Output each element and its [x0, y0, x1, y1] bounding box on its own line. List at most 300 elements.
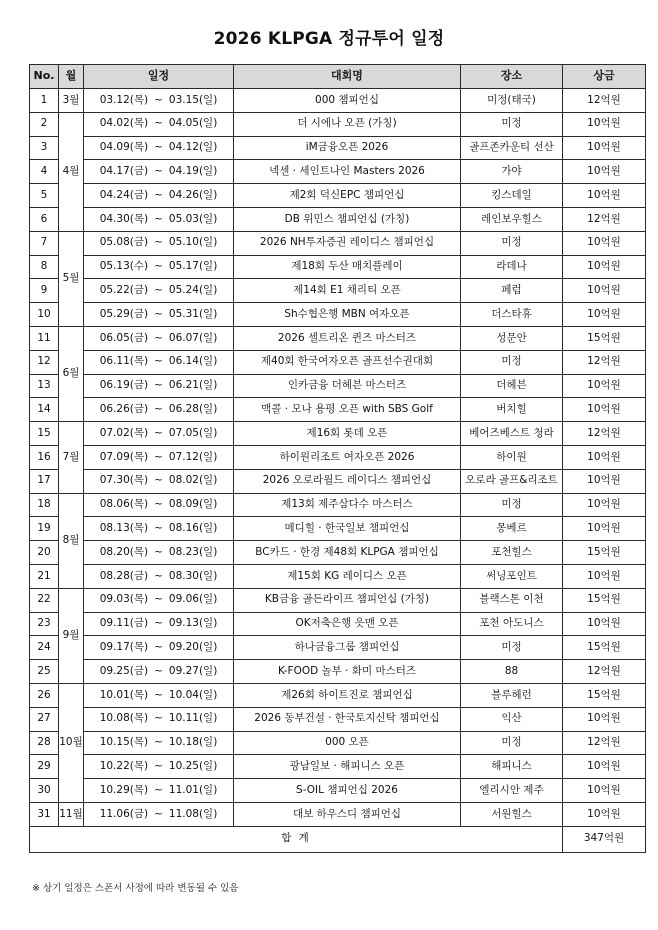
table-row — [30, 326, 646, 350]
row-number: 14 — [30, 398, 59, 422]
prize: 15억원 — [563, 636, 646, 660]
tournament-name: 000 챔피언십 — [234, 89, 461, 113]
start-date: 10.22(목) — [99, 759, 149, 772]
tournament-name: 광남일보 · 해피니스 오픈 — [234, 755, 461, 779]
prize: 15억원 — [563, 326, 646, 350]
date-range — [84, 279, 234, 303]
row-number: 12 — [30, 350, 59, 374]
table-row — [30, 445, 646, 469]
start-date: 06.11(목) — [99, 355, 149, 368]
table-row — [30, 350, 646, 374]
schedule-table — [29, 64, 646, 853]
end-date: 11.01(일) — [168, 783, 218, 796]
month-cell: 6월 — [59, 326, 84, 421]
month-cell: 4월 — [59, 112, 84, 231]
row-number: 17 — [30, 469, 59, 493]
venue: 오로라 골프&리조트 — [461, 469, 563, 493]
month-cell: 8월 — [59, 493, 84, 588]
table-row — [30, 707, 646, 731]
row-number: 22 — [30, 588, 59, 612]
date-separator: ~ — [154, 284, 163, 296]
row-number: 18 — [30, 493, 59, 517]
prize: 10억원 — [563, 303, 646, 327]
venue: 엘리시안 제주 — [461, 779, 563, 803]
table-row — [30, 231, 646, 255]
row-number: 29 — [30, 755, 59, 779]
date-separator: ~ — [154, 426, 163, 439]
start-date: 05.08(금) — [99, 236, 149, 249]
prize: 15억원 — [563, 683, 646, 707]
end-date: 06.21(일) — [168, 379, 218, 392]
end-date: 10.25(일) — [168, 759, 218, 772]
date-range — [84, 231, 234, 255]
venue: 킹스데일 — [461, 184, 563, 208]
date-separator: ~ — [154, 379, 163, 392]
row-number: 25 — [30, 660, 59, 684]
tournament-name: 하나금융그룹 챔피언십 — [234, 636, 461, 660]
date-separator: ~ — [154, 617, 163, 630]
tournament-name: 2026 오로라월드 레이디스 챔피언십 — [234, 469, 461, 493]
table-row — [30, 731, 646, 755]
prize: 10억원 — [563, 707, 646, 731]
tournament-name: DB 위민스 챔피언십 (가칭) — [234, 207, 461, 231]
date-separator: ~ — [154, 569, 163, 582]
prize: 12억원 — [563, 660, 646, 684]
prize: 12억원 — [563, 89, 646, 113]
venue: 몽베르 — [461, 517, 563, 541]
date-range — [84, 160, 234, 184]
prize: 10억원 — [563, 517, 646, 541]
date-separator: ~ — [154, 93, 163, 106]
start-date: 09.25(금) — [99, 664, 149, 677]
table-row — [30, 469, 646, 493]
row-number: 26 — [30, 683, 59, 707]
date-range — [84, 469, 234, 493]
date-separator: ~ — [154, 450, 163, 463]
tournament-name: 제15회 KG 레이디스 오픈 — [234, 564, 461, 588]
prize: 10억원 — [563, 612, 646, 636]
row-number: 31 — [30, 802, 59, 826]
prize: 10억원 — [563, 374, 646, 398]
table-row — [30, 303, 646, 327]
schedule-body — [30, 89, 646, 827]
venue: 라데나 — [461, 255, 563, 279]
table-row — [30, 136, 646, 160]
month-cell: 11월 — [59, 802, 84, 826]
tournament-name: 제2회 덕신EPC 챔피언십 — [234, 184, 461, 208]
end-date: 09.06(일) — [168, 593, 218, 606]
date-separator: ~ — [154, 141, 163, 154]
end-date: 08.02(일) — [168, 474, 218, 487]
prize: 10억원 — [563, 231, 646, 255]
date-separator: ~ — [154, 545, 163, 558]
row-number: 28 — [30, 731, 59, 755]
end-date: 04.05(일) — [168, 117, 218, 130]
end-date: 07.05(일) — [168, 426, 218, 439]
end-date: 06.28(일) — [168, 402, 218, 415]
end-date: 08.30(일) — [168, 569, 218, 582]
end-date: 05.03(일) — [168, 212, 218, 225]
table-row — [30, 279, 646, 303]
prize: 10억원 — [563, 493, 646, 517]
end-date: 08.23(일) — [168, 545, 218, 558]
date-separator: ~ — [154, 664, 163, 677]
row-number: 21 — [30, 564, 59, 588]
header-no: No. — [30, 65, 59, 89]
date-separator: ~ — [154, 236, 163, 249]
tournament-name: 넥센 · 세인트나인 Masters 2026 — [234, 160, 461, 184]
date-range — [84, 564, 234, 588]
row-number: 7 — [30, 231, 59, 255]
tournament-name: 제26회 하이트진로 챔피언십 — [234, 683, 461, 707]
tournament-name: 제40회 한국여자오픈 골프선수권대회 — [234, 350, 461, 374]
venue: 페럼 — [461, 279, 563, 303]
date-separator: ~ — [154, 260, 163, 273]
start-date: 11.06(금) — [99, 807, 149, 820]
prize: 10억원 — [563, 136, 646, 160]
end-date: 06.14(일) — [168, 355, 218, 368]
end-date: 05.24(일) — [168, 284, 218, 296]
tournament-name: 인카금융 더헤븐 마스터즈 — [234, 374, 461, 398]
start-date: 06.05(금) — [99, 331, 149, 344]
start-date: 04.02(목) — [99, 117, 149, 130]
venue: 미정 — [461, 231, 563, 255]
tournament-name: 메디힐 · 한국일보 챔피언십 — [234, 517, 461, 541]
prize: 10억원 — [563, 445, 646, 469]
table-row — [30, 493, 646, 517]
date-separator: ~ — [154, 331, 163, 344]
tournament-name: 제16회 롯데 오픈 — [234, 422, 461, 446]
prize: 10억원 — [563, 255, 646, 279]
prize: 15억원 — [563, 588, 646, 612]
prize: 10억원 — [563, 112, 646, 136]
date-range — [84, 207, 234, 231]
row-number: 23 — [30, 612, 59, 636]
date-separator: ~ — [154, 474, 163, 487]
start-date: 04.24(금) — [99, 188, 149, 201]
date-separator: ~ — [154, 712, 163, 725]
venue: 써닝포인트 — [461, 564, 563, 588]
tournament-name: BC카드 · 한경 제48회 KLPGA 챔피언십 — [234, 541, 461, 565]
date-range — [84, 683, 234, 707]
date-range — [84, 612, 234, 636]
venue: 88 — [461, 660, 563, 684]
footnote: ※ 상기 일정은 스폰서 사정에 따라 변동될 수 있음 — [32, 883, 239, 894]
table-row — [30, 374, 646, 398]
tournament-name: 제14회 E1 채리티 오픈 — [234, 279, 461, 303]
table-row — [30, 779, 646, 803]
row-number: 16 — [30, 445, 59, 469]
end-date: 10.04(일) — [168, 688, 218, 701]
date-range — [84, 350, 234, 374]
venue: 미정 — [461, 636, 563, 660]
header-venue: 장소 — [461, 65, 563, 89]
date-range — [84, 541, 234, 565]
date-range — [84, 255, 234, 279]
start-date: 09.11(금) — [99, 617, 149, 630]
date-range — [84, 731, 234, 755]
prize: 12억원 — [563, 731, 646, 755]
table-header-row — [30, 65, 646, 89]
start-date: 06.26(금) — [99, 402, 149, 415]
tournament-name: K-FOOD 놀부 · 화미 마스터즈 — [234, 660, 461, 684]
start-date: 04.09(목) — [99, 141, 149, 154]
end-date: 09.20(일) — [168, 640, 218, 653]
prize: 12억원 — [563, 207, 646, 231]
date-separator: ~ — [154, 759, 163, 772]
venue: 골프존카운티 선산 — [461, 136, 563, 160]
header-prize: 상금 — [563, 65, 646, 89]
start-date: 07.30(목) — [99, 474, 149, 487]
date-separator: ~ — [154, 521, 163, 534]
tournament-name: 2026 동부건설 · 한국토지신탁 챔피언십 — [234, 707, 461, 731]
date-range — [84, 422, 234, 446]
date-range — [84, 398, 234, 422]
row-number: 19 — [30, 517, 59, 541]
start-date: 09.03(목) — [99, 593, 149, 606]
date-separator: ~ — [154, 498, 163, 511]
table-row — [30, 564, 646, 588]
tournament-name: 제13회 제주삼다수 마스터스 — [234, 493, 461, 517]
date-separator: ~ — [154, 355, 163, 368]
table-row — [30, 398, 646, 422]
total-label: 합 계 — [30, 826, 563, 852]
venue: 가야 — [461, 160, 563, 184]
table-row — [30, 255, 646, 279]
venue: 미정 — [461, 350, 563, 374]
date-separator: ~ — [154, 402, 163, 415]
end-date: 06.07(일) — [168, 331, 218, 344]
end-date: 03.15(일) — [168, 93, 218, 106]
date-range — [84, 136, 234, 160]
start-date: 05.29(금) — [99, 307, 149, 320]
prize: 10억원 — [563, 279, 646, 303]
date-separator: ~ — [154, 807, 163, 820]
date-separator: ~ — [154, 188, 163, 201]
venue: 더스타휴 — [461, 303, 563, 327]
row-number: 3 — [30, 136, 59, 160]
date-range — [84, 493, 234, 517]
date-range — [84, 326, 234, 350]
venue: 미정 — [461, 731, 563, 755]
venue: 성문안 — [461, 326, 563, 350]
row-number: 20 — [30, 541, 59, 565]
row-number: 15 — [30, 422, 59, 446]
venue: 서원힐스 — [461, 802, 563, 826]
tournament-name: 제18회 두산 매치플레이 — [234, 255, 461, 279]
page-title: 2026 KLPGA 정규투어 일정 — [213, 29, 445, 49]
venue: 포천 아도니스 — [461, 612, 563, 636]
start-date: 03.12(목) — [99, 93, 149, 106]
month-cell: 3월 — [59, 89, 84, 113]
table-row — [30, 660, 646, 684]
end-date: 08.16(일) — [168, 521, 218, 534]
row-number: 5 — [30, 184, 59, 208]
prize: 15억원 — [563, 541, 646, 565]
date-range — [84, 588, 234, 612]
end-date: 05.10(일) — [168, 236, 218, 249]
table-row — [30, 612, 646, 636]
table-row — [30, 422, 646, 446]
tournament-name: S-OIL 챔피언십 2026 — [234, 779, 461, 803]
venue: 포천힐스 — [461, 541, 563, 565]
tournament-name: 맥콜 · 모나 용평 오픈 with SBS Golf — [234, 398, 461, 422]
prize: 10억원 — [563, 779, 646, 803]
venue: 버치힐 — [461, 398, 563, 422]
header-date: 일정 — [84, 65, 234, 89]
end-date: 08.09(일) — [168, 498, 218, 511]
tournament-name: 2026 셀트리온 퀸즈 마스터즈 — [234, 326, 461, 350]
start-date: 04.30(목) — [99, 212, 149, 225]
date-range — [84, 660, 234, 684]
date-separator: ~ — [154, 688, 163, 701]
table-row — [30, 89, 646, 113]
date-separator: ~ — [154, 593, 163, 606]
venue: 미정 — [461, 493, 563, 517]
end-date: 10.11(일) — [168, 712, 218, 725]
date-range — [84, 802, 234, 826]
end-date: 04.26(일) — [168, 188, 218, 201]
venue: 더헤븐 — [461, 374, 563, 398]
start-date: 10.15(목) — [99, 736, 149, 749]
venue: 레인보우힐스 — [461, 207, 563, 231]
start-date: 10.29(목) — [99, 783, 149, 796]
prize: 10억원 — [563, 160, 646, 184]
venue: 베어즈베스트 청라 — [461, 422, 563, 446]
row-number: 11 — [30, 326, 59, 350]
date-range — [84, 184, 234, 208]
date-range — [84, 89, 234, 113]
row-number: 30 — [30, 779, 59, 803]
prize: 10억원 — [563, 802, 646, 826]
start-date: 08.06(목) — [99, 498, 149, 511]
venue: 하이원 — [461, 445, 563, 469]
row-number: 10 — [30, 303, 59, 327]
prize: 10억원 — [563, 184, 646, 208]
end-date: 10.18(일) — [168, 736, 218, 749]
tournament-name: 하이원리조트 여자오픈 2026 — [234, 445, 461, 469]
date-range — [84, 112, 234, 136]
end-date: 04.19(일) — [168, 165, 218, 178]
month-cell: 10월 — [59, 683, 84, 802]
table-row — [30, 802, 646, 826]
row-number: 4 — [30, 160, 59, 184]
row-number: 27 — [30, 707, 59, 731]
start-date: 09.17(목) — [99, 640, 149, 653]
date-range — [84, 303, 234, 327]
date-range — [84, 707, 234, 731]
end-date: 09.13(일) — [168, 617, 218, 630]
start-date: 08.13(목) — [99, 521, 149, 534]
start-date: 04.17(금) — [99, 165, 149, 178]
end-date: 05.17(일) — [168, 260, 218, 273]
venue: 블루헤런 — [461, 683, 563, 707]
start-date: 05.13(수) — [99, 260, 149, 273]
prize: 10억원 — [563, 398, 646, 422]
prize: 10억원 — [563, 564, 646, 588]
start-date: 05.22(금) — [99, 284, 149, 296]
venue: 익산 — [461, 707, 563, 731]
prize: 10억원 — [563, 755, 646, 779]
date-range — [84, 517, 234, 541]
date-separator: ~ — [154, 212, 163, 225]
table-row — [30, 184, 646, 208]
row-number: 1 — [30, 89, 59, 113]
row-number: 13 — [30, 374, 59, 398]
total-row — [30, 826, 646, 852]
tournament-name: OK저축은행 읏맨 오픈 — [234, 612, 461, 636]
table-row — [30, 541, 646, 565]
row-number: 24 — [30, 636, 59, 660]
start-date: 10.01(목) — [99, 688, 149, 701]
table-row — [30, 683, 646, 707]
table-row — [30, 636, 646, 660]
end-date: 07.12(일) — [168, 450, 218, 463]
venue: 블랙스톤 이천 — [461, 588, 563, 612]
row-number: 9 — [30, 279, 59, 303]
date-range — [84, 374, 234, 398]
tournament-name: 2026 NH투자증권 레이디스 챔피언십 — [234, 231, 461, 255]
total-prize: 347억원 — [563, 826, 646, 852]
table-row — [30, 112, 646, 136]
date-separator: ~ — [154, 736, 163, 749]
date-range — [84, 779, 234, 803]
date-range — [84, 445, 234, 469]
venue: 미정 — [461, 112, 563, 136]
table-row — [30, 160, 646, 184]
venue: 해피니스 — [461, 755, 563, 779]
start-date: 10.08(목) — [99, 712, 149, 725]
row-number: 6 — [30, 207, 59, 231]
header-tournament: 대회명 — [234, 65, 461, 89]
start-date: 07.09(목) — [99, 450, 149, 463]
tournament-name: 000 오픈 — [234, 731, 461, 755]
start-date: 06.19(금) — [99, 379, 149, 392]
month-cell: 5월 — [59, 231, 84, 326]
tournament-name: 더 시에나 오픈 (가칭) — [234, 112, 461, 136]
row-number: 2 — [30, 112, 59, 136]
date-separator: ~ — [154, 783, 163, 796]
end-date: 04.12(일) — [168, 141, 218, 154]
prize: 10억원 — [563, 469, 646, 493]
prize: 12억원 — [563, 422, 646, 446]
date-separator: ~ — [154, 640, 163, 653]
table-row — [30, 755, 646, 779]
tournament-name: 대보 하우스디 챔피언십 — [234, 802, 461, 826]
end-date: 11.08(일) — [168, 807, 218, 820]
date-separator: ~ — [154, 307, 163, 320]
end-date: 09.27(일) — [168, 664, 218, 677]
row-number: 8 — [30, 255, 59, 279]
date-range — [84, 755, 234, 779]
start-date: 08.20(목) — [99, 545, 149, 558]
venue: 미정(태국) — [461, 89, 563, 113]
date-separator: ~ — [154, 165, 163, 178]
tournament-name: iM금융오픈 2026 — [234, 136, 461, 160]
date-separator: ~ — [154, 117, 163, 130]
table-row — [30, 207, 646, 231]
tournament-name: KB금융 골든라이프 챔피언십 (가칭) — [234, 588, 461, 612]
header-month: 월 — [59, 65, 84, 89]
table-row — [30, 517, 646, 541]
month-cell: 7월 — [59, 422, 84, 493]
start-date: 07.02(목) — [99, 426, 149, 439]
prize: 12억원 — [563, 350, 646, 374]
tournament-name: Sh수협은행 MBN 여자오픈 — [234, 303, 461, 327]
month-cell: 9월 — [59, 588, 84, 683]
date-range — [84, 636, 234, 660]
end-date: 05.31(일) — [168, 307, 218, 320]
